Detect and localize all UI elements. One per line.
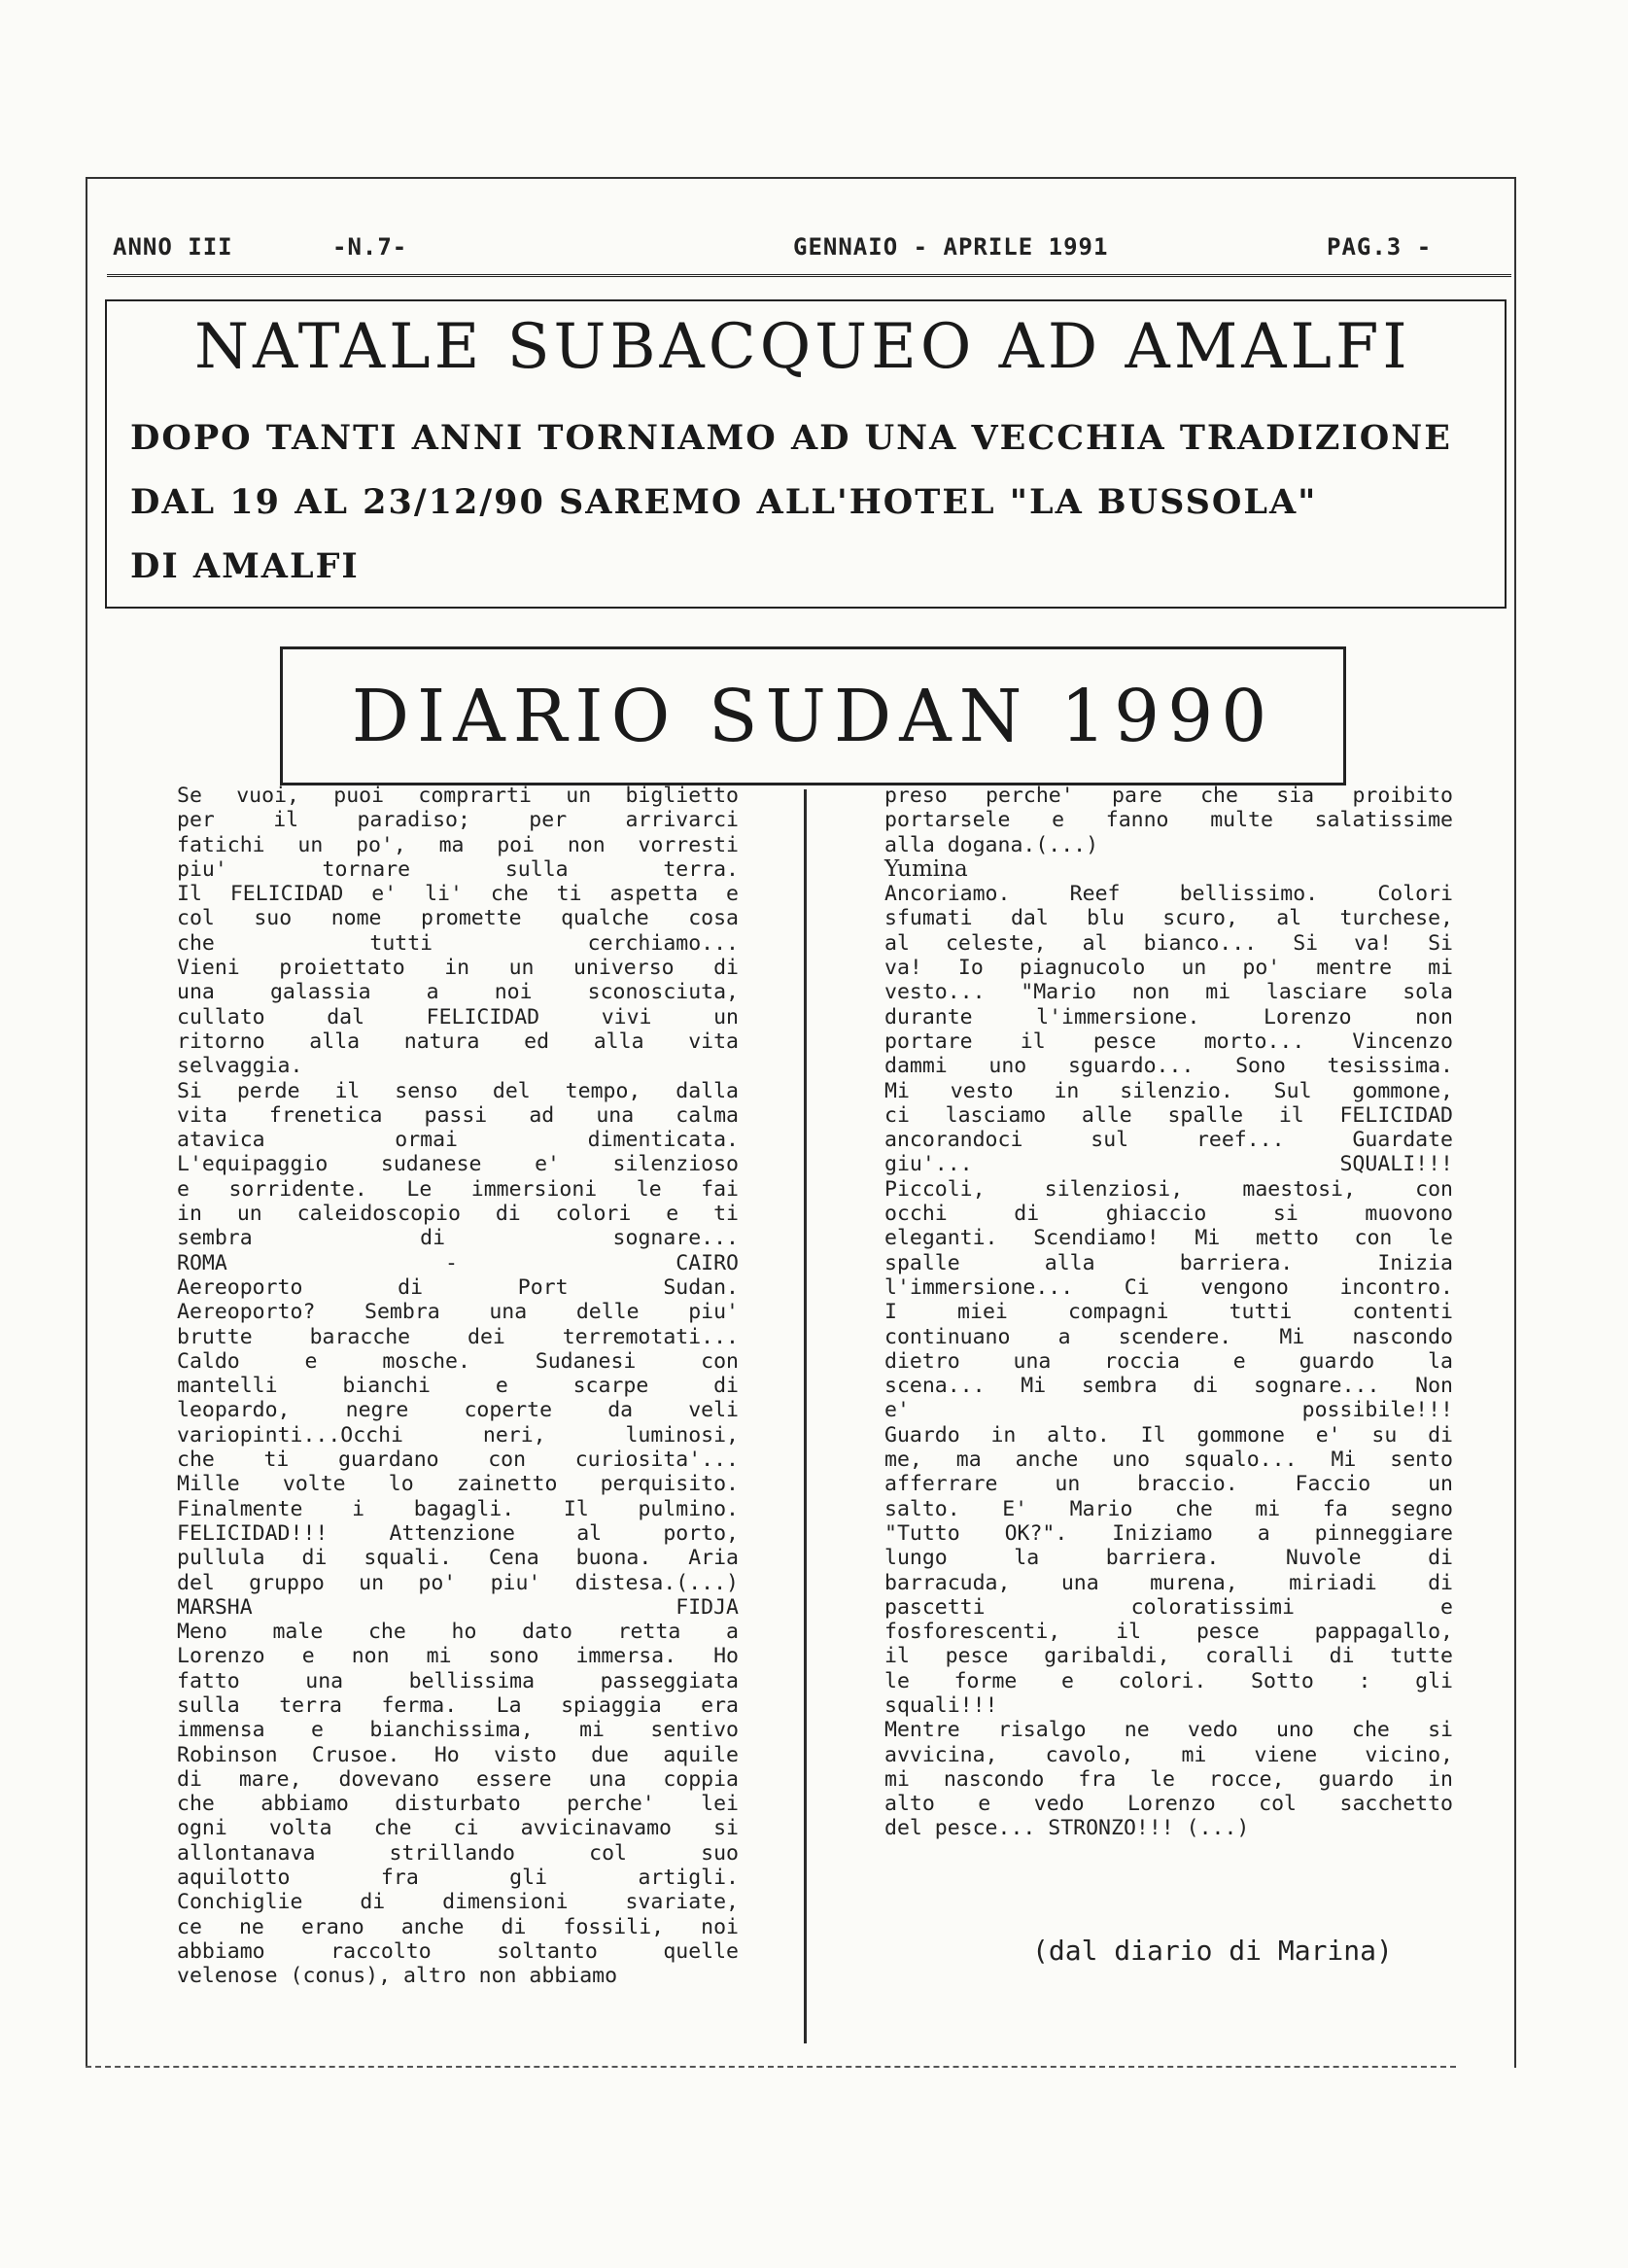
text-line: Mi vesto in silenzio. Sul gommone,: [884, 1078, 1453, 1103]
text-line: aquilotto fra gli artigli.: [177, 1866, 739, 1891]
text-line: selvaggia.: [177, 1054, 303, 1079]
text-line: ROMA - CAIRO: [177, 1250, 739, 1275]
announcement-line: DOPO TANTI ANNI TORNIAMO AD UNA VECCHIA TRADIZIONE: [130, 418, 1452, 458]
text-line: spalle alla barriera. Inizia: [884, 1250, 1453, 1275]
text-line: Vieni proiettato in un universo di: [177, 956, 739, 981]
text-line: squali!!!: [884, 1692, 998, 1718]
text-line: mi nascondo fra le rocce, guardo in: [884, 1766, 1453, 1792]
article-title-box: [280, 646, 1346, 785]
text-line: avvicina, cavolo, mi viene vicino,: [884, 1742, 1453, 1767]
text-line: del gruppo un po' piu' distesa.(...): [177, 1570, 739, 1595]
text-line: dietro una roccia e guardo la: [884, 1348, 1453, 1374]
announcement-box: [105, 299, 1507, 609]
text-line: lungo la barriera. Nuvole di: [884, 1546, 1453, 1571]
text-line: "Tutto OK?". Iniziamo a pinneggiare: [884, 1520, 1453, 1546]
text-line: scena... Mi sembra di sognare... Non: [884, 1374, 1453, 1399]
text-line: Robinson Crusoe. Ho visto due aquile: [177, 1742, 739, 1767]
text-line: I miei compagni tutti contenti: [884, 1300, 1453, 1325]
text-line: pascetti coloratissimi e: [884, 1594, 1453, 1620]
issue-number: -N.7-: [332, 233, 408, 261]
text-line: Aereoporto? Sembra una delle piu': [177, 1300, 739, 1325]
section-heading: Yumina: [884, 855, 968, 882]
text-line: ogni volta che ci avvicinavamo si: [177, 1816, 739, 1841]
text-line: Guardo in alto. Il gommone e' su di: [884, 1422, 1453, 1448]
text-line: FELICIDAD!!! Attenzione al porto,: [177, 1520, 739, 1546]
text-line: portare il pesce morto... Vincenzo: [884, 1029, 1453, 1054]
text-line: vita frenetica passi ad una calma: [177, 1102, 739, 1128]
text-line: occhi di ghiaccio si muovono: [884, 1202, 1453, 1227]
newsletter-header: [107, 226, 1511, 277]
text-line: Si perde il senso del tempo, dalla: [177, 1078, 739, 1103]
text-line: Se vuoi, puoi comprarti un biglietto: [177, 784, 739, 808]
text-line: in un caleidoscopio di colori e ti: [177, 1202, 739, 1227]
text-line: al celeste, al bianco... Si va! Si: [884, 930, 1453, 956]
text-line: velenose (conus), altro non abbiamo: [177, 1964, 618, 1989]
page-number: PAG.3 -: [1327, 233, 1433, 261]
text-line: e' possibile!!!: [884, 1398, 1453, 1423]
text-line: Mille volte lo zainetto perquisito.: [177, 1472, 739, 1497]
text-line: brutte baracche dei terremotati...: [177, 1324, 739, 1349]
text-line: ce ne erano anche di fossili, noi: [177, 1914, 739, 1939]
text-line: pullula di squali. Cena buona. Aria: [177, 1546, 739, 1571]
text-line: durante l'immersione. Lorenzo non: [884, 1004, 1453, 1029]
text-line: ritorno alla natura ed alla vita: [177, 1029, 739, 1054]
text-line: sfumati dal blu scuro, al turchese,: [884, 906, 1453, 931]
text-line: eleganti. Scendiamo! Mi metto con le: [884, 1226, 1453, 1251]
text-line: alto e vedo Lorenzo col sacchetto: [884, 1792, 1453, 1817]
text-line: ancorandoci sul reef... Guardate: [884, 1128, 1453, 1153]
text-line: Il FELICIDAD e' li' che ti aspetta e: [177, 882, 739, 907]
bottom-rule: [86, 2066, 1456, 2068]
text-line: Ancoriamo. Reef bellissimo. Colori: [884, 882, 1453, 907]
text-line: e sorridente. Le immersioni le fai: [177, 1176, 739, 1202]
text-line: afferrare un braccio. Faccio un: [884, 1472, 1453, 1497]
text-line: sembra di sognare...: [177, 1226, 739, 1251]
text-line: giu'... SQUALI!!!: [884, 1152, 1453, 1177]
article-title: DIARIO SUDAN 1990: [351, 674, 1275, 758]
article-left-column: [177, 784, 739, 1989]
text-line: che tutti cerchiamo...: [177, 930, 739, 956]
text-line: Finalmente i bagagli. Il pulmino.: [177, 1496, 739, 1521]
announcement-line: DAL 19 AL 23/12/90 SAREMO ALL'HOTEL "LA BUSSOLA": [130, 482, 1318, 522]
text-line: piu' tornare sulla terra.: [177, 856, 739, 882]
text-line: Mentre risalgo ne vedo uno che si: [884, 1718, 1453, 1743]
text-line: vesto... "Mario non mi lasciare sola: [884, 980, 1453, 1005]
text-line: Piccoli, silenziosi, maestosi, con: [884, 1176, 1453, 1202]
text-line: col suo nome promette qualche cosa: [177, 906, 739, 931]
text-line: dammi uno sguardo... Sono tesissima.: [884, 1054, 1453, 1079]
text-line: salto. E' Mario che mi fa segno: [884, 1496, 1453, 1521]
announcement-title: NATALE SUBACQUEO AD AMALFI: [194, 311, 1411, 383]
article-signature: (dal diario di Marina): [1032, 1935, 1393, 1967]
issue-year: ANNO III: [113, 233, 233, 261]
text-line: per il paradiso; per arrivarci: [177, 808, 739, 833]
text-line: ci lasciamo alle spalle il FELICIDAD: [884, 1102, 1453, 1128]
text-line: continuano a scendere. Mi nascondo: [884, 1324, 1453, 1349]
text-line: che abbiamo disturbato perche' lei: [177, 1792, 739, 1817]
text-line: fatto una bellissima passeggiata: [177, 1668, 739, 1693]
text-line: l'immersione... Ci vengono incontro.: [884, 1274, 1453, 1300]
column-divider: [804, 789, 807, 2043]
announcement-line: DI AMALFI: [130, 546, 360, 586]
text-line: immensa e bianchissima, mi sentivo: [177, 1718, 739, 1743]
text-line: atavica ormai dimenticata.: [177, 1128, 739, 1153]
text-line: preso perche' pare che sia proibito: [884, 784, 1453, 808]
text-line: me, ma anche uno squalo... Mi sento: [884, 1448, 1453, 1473]
text-line: Meno male che ho dato retta a: [177, 1620, 739, 1645]
text-line: cullato dal FELICIDAD vivi un: [177, 1004, 739, 1029]
text-line: del pesce... STRONZO!!! (...): [884, 1816, 1250, 1841]
text-line: alla dogana.(...): [884, 832, 1099, 857]
text-line: leopardo, negre coperte da veli: [177, 1398, 739, 1423]
text-line: Lorenzo e non mi sono immersa. Ho: [177, 1644, 739, 1669]
text-line: portarsele e fanno multe salatissime: [884, 808, 1453, 833]
text-line: abbiamo raccolto soltanto quelle: [177, 1938, 739, 1964]
text-line: fosforescenti, il pesce pappagallo,: [884, 1620, 1453, 1645]
issue-period: GENNAIO - APRILE 1991: [793, 233, 1109, 261]
text-line: le forme e colori. Sotto : gli: [884, 1668, 1453, 1693]
text-line: Caldo e mosche. Sudanesi con: [177, 1348, 739, 1374]
text-line: una galassia a noi sconosciuta,: [177, 980, 739, 1005]
text-line: il pesce garibaldi, coralli di tutte: [884, 1644, 1453, 1669]
text-line: Aereoporto di Port Sudan.: [177, 1274, 739, 1300]
text-line: mantelli bianchi e scarpe di: [177, 1374, 739, 1399]
text-line: fatichi un po', ma poi non vorresti: [177, 832, 739, 857]
text-line: sulla terra ferma. La spiaggia era: [177, 1692, 739, 1718]
text-line: di mare, dovevano essere una coppia: [177, 1766, 739, 1792]
text-line: che ti guardano con curiosita'...: [177, 1448, 739, 1473]
article-right-column: [884, 784, 1453, 1841]
text-line: va! Io piagnucolo un po' mentre mi: [884, 956, 1453, 981]
text-line: Conchiglie di dimensioni svariate,: [177, 1890, 739, 1915]
text-line: MARSHA FIDJA: [177, 1594, 739, 1620]
text-line: variopinti...Occhi neri, luminosi,: [177, 1422, 739, 1448]
text-line: barracuda, una murena, miriadi di: [884, 1570, 1453, 1595]
text-line: L'equipaggio sudanese e' silenzioso: [177, 1152, 739, 1177]
text-line: allontanava strillando col suo: [177, 1840, 739, 1866]
